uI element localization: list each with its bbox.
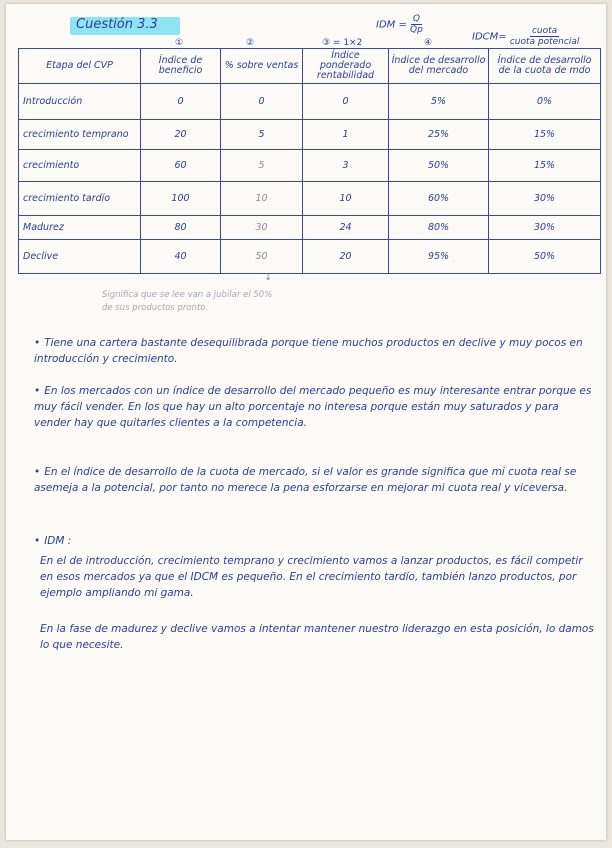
- paragraph-4-heading: • IDM :: [34, 533, 594, 549]
- idm-fraction: [410, 14, 423, 35]
- benefit-cell: 80: [141, 216, 221, 240]
- stage-cell: Madurez: [19, 216, 141, 240]
- idm-formula: [376, 14, 423, 35]
- market-cell: 50%: [389, 150, 489, 182]
- share-cell: 0%: [489, 84, 601, 120]
- header-sales-percent: % sobre ventas: [221, 49, 303, 84]
- column-number-1: ①: [175, 38, 184, 48]
- share-cell: 30%: [489, 182, 601, 216]
- table-row: [19, 240, 601, 274]
- paragraph-6: En la fase de madurez y declive vamos a intentar mantener nuestro liderazgo en esta posición, lo damos lo que necesite.: [40, 623, 594, 651]
- benefit-cell: 0: [141, 84, 221, 120]
- header-market-development: Índice de desarrollo del mercado: [389, 49, 489, 84]
- idcm-fraction: [510, 26, 580, 47]
- sales-cell: 5: [221, 150, 303, 182]
- benefit-cell: 60: [141, 150, 221, 182]
- notebook-page: [6, 4, 606, 840]
- benefit-cell: 100: [141, 182, 221, 216]
- idcm-denominator: cuota potencial: [509, 37, 580, 47]
- table-row: [19, 216, 601, 240]
- idm-numerator: Q: [412, 14, 420, 24]
- annotation-note: [102, 289, 272, 315]
- note-line-2: de sus productos pronto.: [102, 303, 209, 313]
- share-cell: 30%: [489, 216, 601, 240]
- column-number-4: ④: [424, 38, 433, 48]
- header-share-development: Índice de desarrollo de la cuota de mdo: [489, 49, 601, 84]
- stage-cell: crecimiento: [19, 150, 141, 182]
- paragraph-3: • En el índice de desarrollo de la cuota de mercado, si el valor es grande significa que mi cuota real se asemeja a la potencial, por tanto no merece la pena esforzarse en mejorar mi cuota real y viceversa.: [34, 464, 594, 496]
- weighted-cell: 3: [303, 150, 389, 182]
- market-cell: 5%: [389, 84, 489, 120]
- paragraph-2: • En los mercados con un índice de desarrollo del mercado pequeño es muy interesante entrar porque es muy fácil vender. En los que hay un alto porcentaje no interesa porque están muy saturados y para vender hay que quitarles clientes a la competencia.: [34, 383, 594, 431]
- idcm-numerator: cuota: [531, 26, 558, 36]
- header-weighted-profitability: Índice ponderado rentabilidad: [303, 49, 389, 84]
- idcm-formula: [472, 26, 579, 47]
- stage-cell: Declive: [19, 240, 141, 274]
- stage-cell: Introducción: [19, 84, 141, 120]
- down-arrow-icon: ↓: [264, 272, 273, 283]
- idcm-label: IDCM=: [472, 31, 507, 43]
- sales-cell: 10: [221, 182, 303, 216]
- idm-label: IDM =: [376, 19, 407, 31]
- sales-cell: 30: [221, 216, 303, 240]
- header-stage: Etapa del CVP: [19, 49, 141, 84]
- market-cell: 80%: [389, 216, 489, 240]
- paragraph-1: • Tiene una cartera bastante desequilibrada porque tiene muchos productos en declive y muy pocos en introducción y crecimiento.: [34, 335, 594, 367]
- table-row: [19, 182, 601, 216]
- table-row: [19, 84, 601, 120]
- weighted-cell: 20: [303, 240, 389, 274]
- market-cell: 95%: [389, 240, 489, 274]
- share-cell: 15%: [489, 120, 601, 150]
- table-row: [19, 120, 601, 150]
- benefit-cell: 40: [141, 240, 221, 274]
- benefit-cell: 20: [141, 120, 221, 150]
- table-row: [19, 150, 601, 182]
- share-cell: 15%: [489, 150, 601, 182]
- header-benefit-index: Índice de beneficio: [141, 49, 221, 84]
- table-header-row: [19, 49, 601, 84]
- market-cell: 60%: [389, 182, 489, 216]
- paragraph-5: En el de introducción, crecimiento temprano y crecimiento vamos a lanzar productos, es fácil competir en esos mercados ya que el IDCM es pequeño. En el crecimiento tardío, también lanzo productos, por ejemplo ampliando mi gama.: [40, 555, 583, 599]
- column-number-3: ③ = 1×2: [322, 38, 363, 48]
- stage-cell: crecimiento tardío: [19, 182, 141, 216]
- cvp-table: [18, 48, 601, 274]
- sales-cell: 0: [221, 84, 303, 120]
- weighted-cell: 1: [303, 120, 389, 150]
- weighted-cell: 10: [303, 182, 389, 216]
- column-number-2: ②: [246, 38, 255, 48]
- share-cell: 50%: [489, 240, 601, 274]
- idm-denominator: Qp: [410, 25, 423, 35]
- stage-cell: crecimiento temprano: [19, 120, 141, 150]
- page-title: Cuestión 3.3: [76, 17, 158, 32]
- weighted-cell: 24: [303, 216, 389, 240]
- market-cell: 25%: [389, 120, 489, 150]
- sales-cell: 50: [221, 240, 303, 274]
- weighted-cell: 0: [303, 84, 389, 120]
- note-line-1: Significa que se lee van a jubilar el 50%: [102, 290, 273, 300]
- sales-cell: 5: [221, 120, 303, 150]
